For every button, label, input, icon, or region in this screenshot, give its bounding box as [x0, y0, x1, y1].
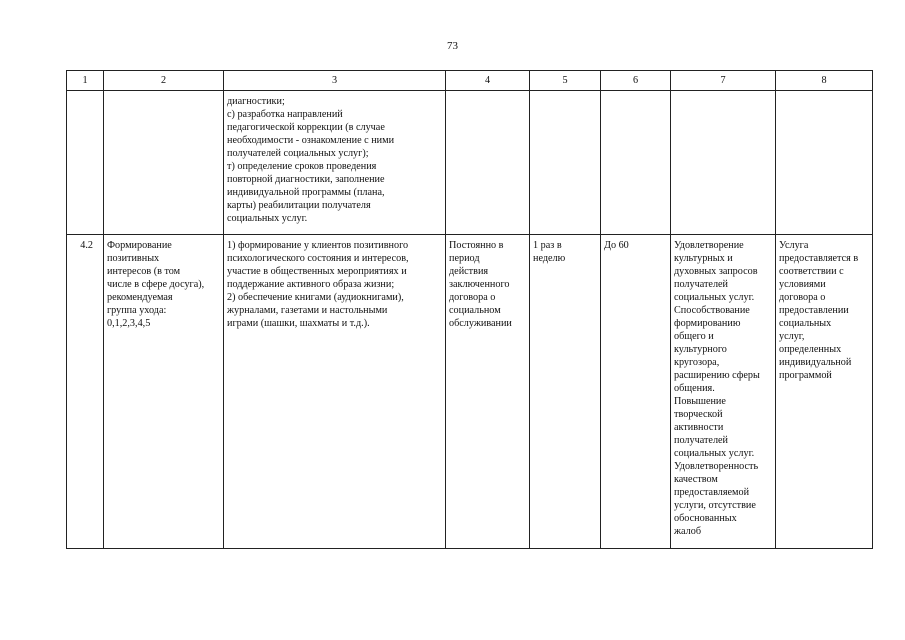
empty-cell [601, 91, 671, 235]
page-number: 73 [447, 40, 458, 52]
service-name-cell: Формирование позитивных интересов (в том числе в сфере досуга), рекомендуемая группа ухода: 0,1,2,3,4,5 [104, 235, 224, 549]
empty-cell [67, 91, 104, 235]
header-cell-1: 1 [67, 71, 104, 91]
table-row-4-2 [67, 235, 873, 549]
service-period-cell: Постоянно в период действия заключенного договора о социальном обслуживании [446, 235, 530, 549]
empty-cell [530, 91, 601, 235]
row-number-cell: 4.2 [67, 235, 104, 549]
empty-cell [776, 91, 873, 235]
header-cell-5: 5 [530, 71, 601, 91]
service-result-cell: Удовлетворение культурных и духовных запросов получателей социальных услуг. Способствование формированию общего и культурного кругозора, расширению сферы общения. Повышение творческой активности получателей социальных услуг. Удовлетворенность качеством предоставляемой услуги, отсутствие обоснованных жалоб [671, 235, 776, 549]
service-frequency-cell: 1 раз в неделю [530, 235, 601, 549]
header-cell-2: 2 [104, 71, 224, 91]
empty-cell [671, 91, 776, 235]
services-table [66, 70, 873, 549]
header-cell-7: 7 [671, 71, 776, 91]
service-conditions-cell: Услуга предоставляется в соответствии с условиями договора о предоставлении социальных услуг, определенных индивидуальной программой [776, 235, 873, 549]
header-cell-3: 3 [224, 71, 446, 91]
header-cell-6: 6 [601, 71, 671, 91]
service-duration-cell: До 60 [601, 235, 671, 549]
empty-cell [104, 91, 224, 235]
service-content-cell: 1) формирование у клиентов позитивного психологического состояния и интересов, участие в общественных мероприятиях и поддержание активного образа жизни; 2) обеспечение книгами (аудиокнигами), журналами, газетами и настольными играми (шашки, шахматы и т.д.). [224, 235, 446, 549]
empty-cell [446, 91, 530, 235]
table-row-continued [67, 91, 873, 235]
table-header-row [67, 71, 873, 91]
service-content-cell: диагностики; с) разработка направлений педагогической коррекции (в случае необходимости - ознакомление с ними получателей социальных услуг); т) определение сроков проведения повторной диагностики, заполнение индивидуальной программы (плана, карты) реабилитации получателя социальных услуг. [224, 91, 446, 235]
header-cell-8: 8 [776, 71, 873, 91]
header-cell-4: 4 [446, 71, 530, 91]
